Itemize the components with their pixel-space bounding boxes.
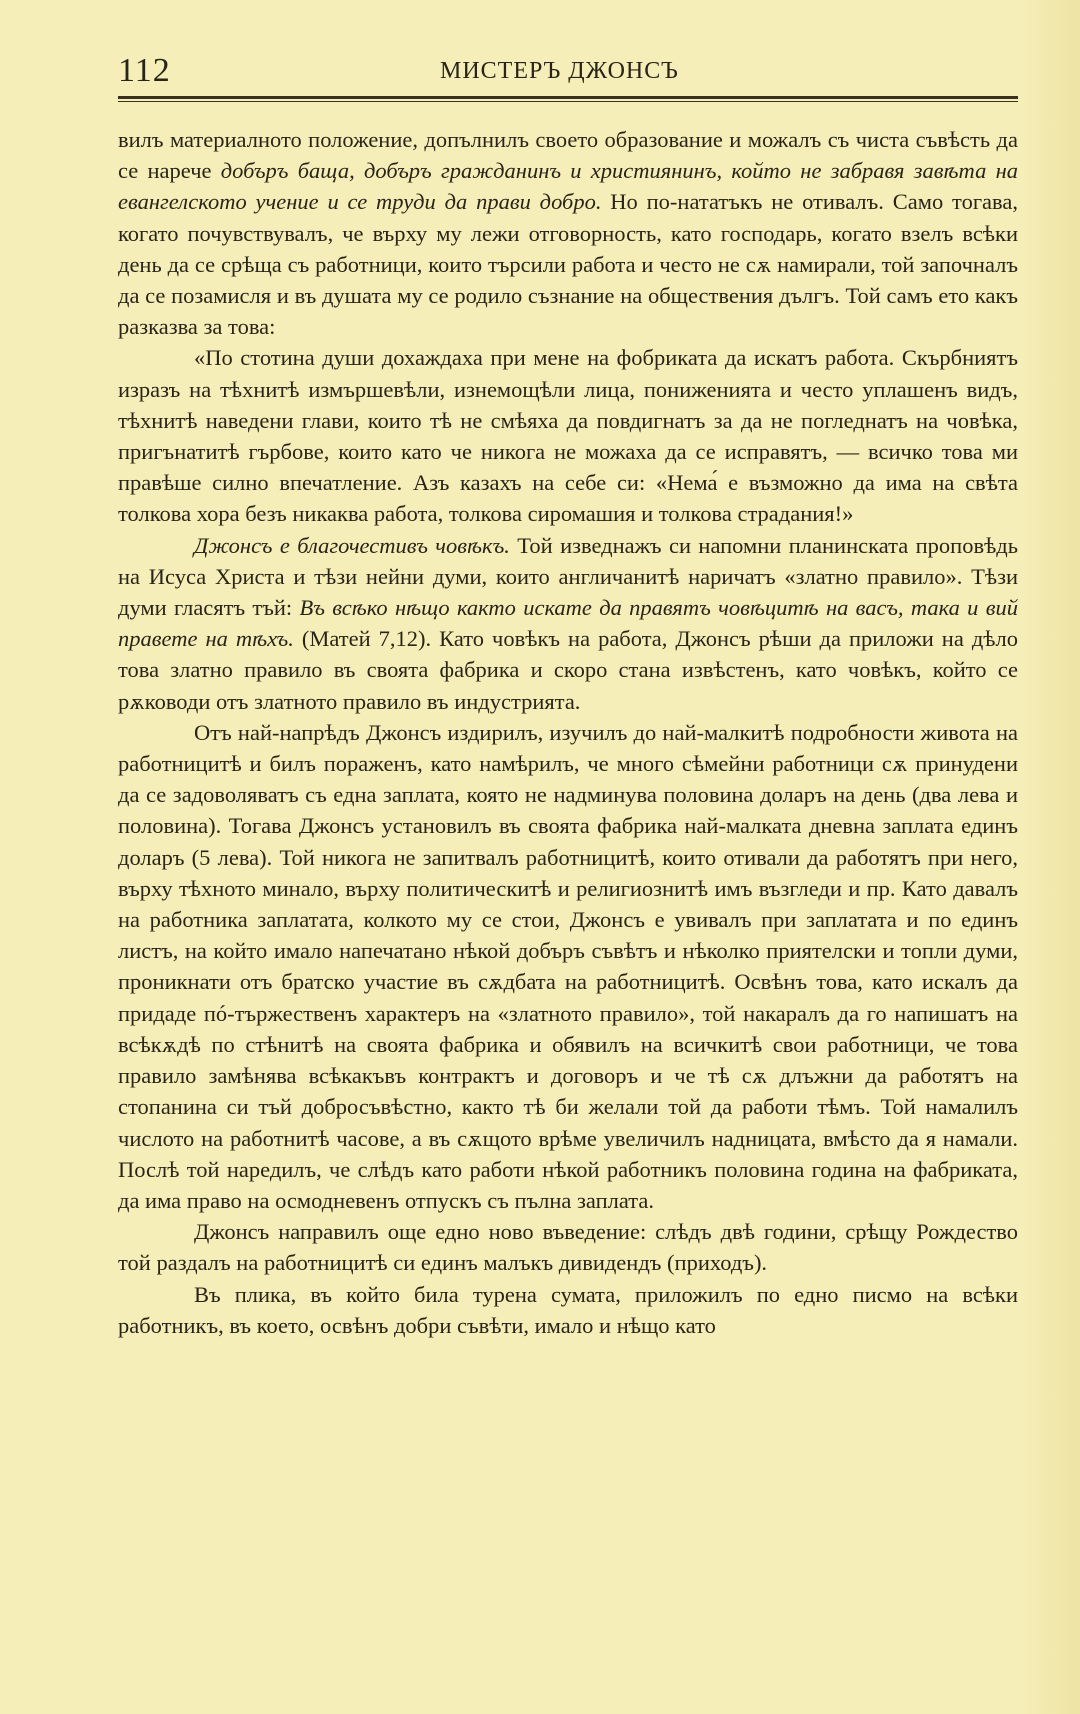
italic-run: добъръ баща, добъръ гражданинъ и християнинъ, който не забравя завѣта на евангелското учение и се труди да прави добро.	[118, 158, 1018, 215]
text-run: Той изведнажъ си напомни планинската проповѣдь на Исуса Христа и тѣзи нейни думи, които англичанитѣ наричатъ «златно правило». Тѣзи думи гласятъ тъй:	[118, 532, 1018, 621]
text-run: Джонсъ направилъ още едно ново въведение: слѣдъ двѣ години, срѣщу Рождество той раздалъ на работницитѣ си единъ малъкъ дивидендъ (приходъ).	[118, 1219, 1018, 1276]
text-run: Но по-нататъкъ не отивалъ. Само тогава, когато почувствувалъ, че върху му лежи отговорность, като господарь, когато взелъ всѣки день да се срѣща съ работници, които търсили работа и често не сѫ намирали, той започналъ да се позамисля и въ душата му се родило съзнание на обществения дългъ. Той самъ ето какъ разказва за това:	[118, 189, 1018, 340]
italic-run: Джонсъ е благочестивъ човѣкъ.	[194, 532, 510, 558]
text-run: «По стотина души дохаждаха при мене на фобриката да искатъ работа. Скърбниятъ изразъ на тѣхнитѣ измършевѣли, изнемощѣли лица, пониженията и често уплашенъ видъ, тѣхнитѣ наведени глави, които тѣ не смѣяха да повдигнатъ за да не погледнатъ на човѣка, пригънатитѣ гърбове, които като че никога не можаха да се исправятъ, — всичко това ми правѣше силно впечатление. Азъ казахъ на себе си: «Нема́ е възможно да има на свѣта толкова хора безъ никаква работа, толкова сиромашия и толкова страдания!»	[118, 345, 1018, 527]
page-header	[118, 50, 1018, 98]
paragraph-5	[118, 1216, 1018, 1278]
text-run: вилъ материалното положение, допълнилъ своето образование и можалъ съ чиста съвѣсть да се нарече	[118, 127, 1018, 184]
italic-run: Въ всѣко нѣщо както искате да правятъ човѣцитѣ на васъ, така и вий правете на тѣхъ.	[118, 595, 1019, 652]
text-run: Отъ най-напрѣдъ Джонсъ издирилъ, изучилъ до най-малкитѣ подробности живота на работницитѣ и билъ пораженъ, като намѣрилъ, че много сѣмейни работници сѫ принудени да се задоволяватъ съ една заплата, която не надминува половина доларъ на день (два лева и половина). Тогава Джонсъ установилъ въ своята фабрика най-малката дневна заплата единъ доларъ (5 лева). Той никога не запитвалъ работницитѣ, които отивали да работятъ при него, върху тѣхното минало, върху политическитѣ и религиознитѣ имъ възгледи и пр. Като давалъ на работника заплатата, колкото му се стои, Джонсъ е увивалъ при заплатата и по единъ листъ, на който имало напечатано нѣкой добъръ съвѣтъ и нѣколко приятелски и топли думи, проникнати отъ братско участие въ сѫдбата на работницитѣ. Освѣнъ това, като искалъ да придаде пó-тържественъ характеръ на «златното правило», той накаралъ да го напишатъ на всѣкѫдѣ по стѣнитѣ на своята фабрика и обявилъ на всичкитѣ свои работници, че това правило замѣнява всѣкакъвъ контрактъ и договоръ и че тѣ сѫ длъжни да работятъ на стопанина си тъй добросъвѣстно, както тѣ би желали той да работи тѣмъ. Той намалилъ числото на работнитѣ часове, а въ сѫщото врѣме увеличилъ надницата, вмѣсто да я намали. Послѣ той наредилъ, че слѣдъ като работи нѣкой работникъ половина година на фабриката, да има право на осмодневенъ отпускъ съ пълна заплата.	[118, 719, 1018, 1213]
paragraph-3	[118, 530, 1018, 717]
page-number: 112	[118, 52, 171, 89]
header-rule-thin	[118, 101, 1018, 102]
body-text	[118, 124, 1018, 1341]
running-title: МИСТЕРЪ ДЖОНСЪ	[440, 58, 679, 84]
text-run: (Матей 7,12). Като човѣкъ на работа, Джонсъ рѣши да приложи на дѣло това златно правило въ своята фабрика и скоро стана извѣстенъ, като човѣкъ, който се рѫководи отъ златното правило въ индустрията.	[118, 626, 1018, 714]
paragraph-6	[118, 1279, 1018, 1341]
page-edge-shading	[1020, 0, 1080, 1714]
header-rule	[118, 96, 1018, 99]
paragraph-2-quote	[118, 342, 1018, 529]
paragraph-4	[118, 717, 1018, 1216]
text-run: Въ плика, въ който била турена сумата, приложилъ по едно писмо на всѣки работникъ, въ което, освѣнъ добри съвѣти, имало и нѣщо като	[118, 1281, 1018, 1338]
paragraph-1	[118, 124, 1018, 342]
